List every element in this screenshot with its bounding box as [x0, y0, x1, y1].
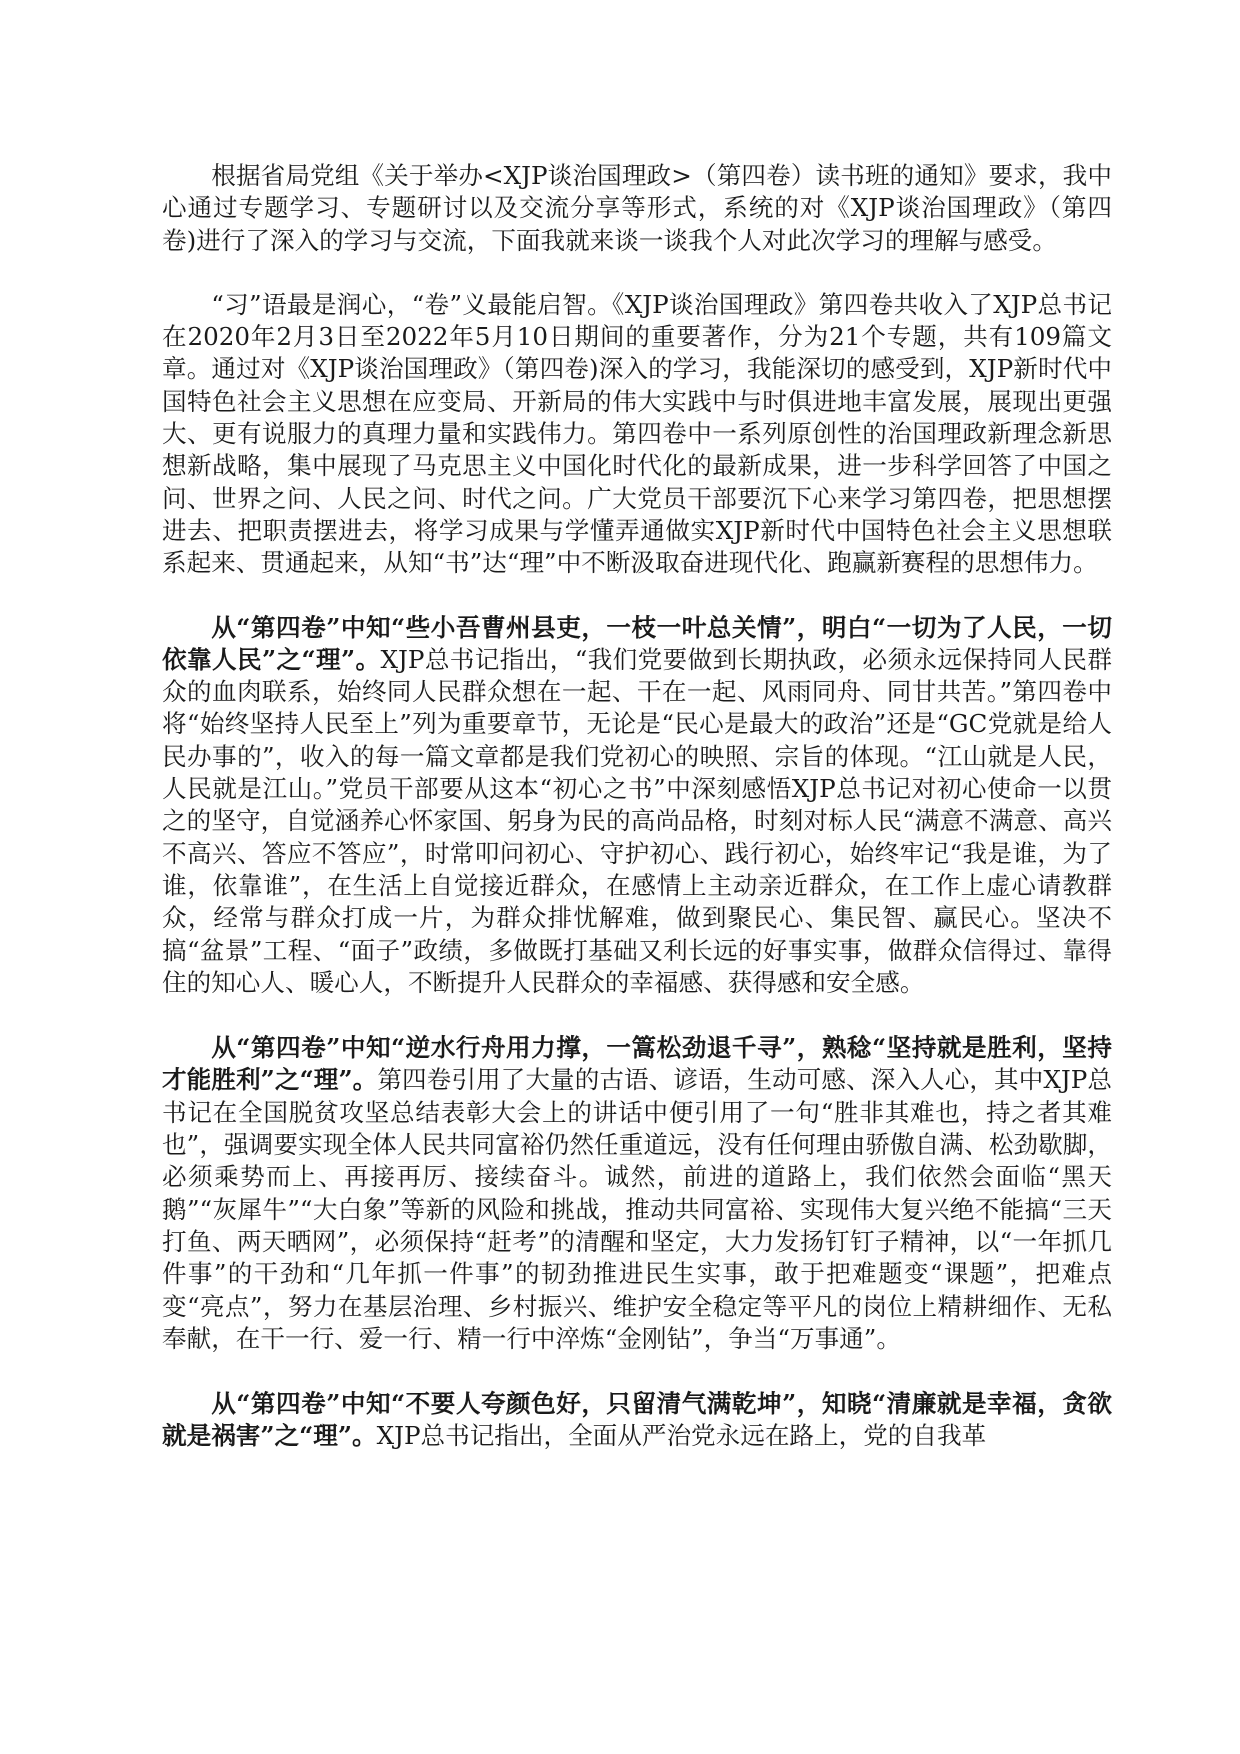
- paragraph-people-first: [162, 612, 1112, 1000]
- paragraph-text: “习”语最是润心，“卷”义最能启智。《XJP谈治国理政》第四卷共收入了XJP总书记在2020年2月3日至2022年5月10日期间的重要著作，分为21个专题，共有109篇文章。通过对《XJP谈治国理政》（第四卷)深入的学习，我能深切的感受到，XJP新时代中国特色社会主义思想在应变局、开新局的伟大实践中与时俱进地丰富发展，展现出更强大、更有说服力的真理力量和实践伟力。第四卷中一系列原创性的治国理政新理念新思想新战略，集中展现了马克思主义中国化时代化的最新成果，进一步科学回答了中国之问、世界之问、人民之问、时代之问。广大党员干部要沉下心来学习第四卷，把思想摆进去、把职责摆进去，将学习成果与学懂弄通做实XJP新时代中国特色社会主义思想联系起来、贯通起来，从知“书”达“理”中不断汲取奋进现代化、跑赢新赛程的思想伟力。: [162, 289, 1112, 578]
- paragraph-lead: 从“第四卷”中知“不要人夸颜色好，只留清气满乾坤”，知晓“清廉就是幸福，贪欲就是祸害”之“理”。: [162, 1389, 1112, 1451]
- paragraph-integrity: [162, 1388, 1112, 1453]
- paragraph-overview: [162, 289, 1112, 580]
- paragraph-persistence: [162, 1032, 1112, 1355]
- paragraph-lead: 从“第四卷”中知“些小吾曹州县吏，一枝一叶总关情”，明白“一切为了人民，一切依靠人民”之“理”。: [162, 612, 1112, 674]
- paragraph-text: 根据省局党组《关于举办<XJP谈治国理政>（第四卷）读书班的通知》要求，我中心通过专题学习、专题研讨以及交流分享等形式，系统的对《XJP谈治国理政》（第四卷)进行了深入的学习与交流，下面我就来谈一谈我个人对此次学习的理解与感受。: [162, 161, 1112, 255]
- paragraph-intro: [162, 160, 1112, 257]
- paragraph-text: 第四卷引用了大量的古语、谚语，生动可感、深入人心，其中XJP总书记在全国脱贫攻坚总结表彰大会上的讲话中便引用了一句“胜非其难也，持之者其难也”，强调要实现全体人民共同富裕仍然任重道远，没有任何理由骄傲自满、松劲歇脚，必须乘势而上、再接再厉、接续奋斗。诚然，前进的道路上，我们依然会面临“黑天鹅”“灰犀牛”“大白象”等新的风险和挑战，推动共同富裕、实现伟大复兴绝不能搞“三天打鱼、两天晒网”，必须保持“赶考”的清醒和坚定，大力发扬钉钉子精神，以“一年抓几件事”的干劲和“几年抓一件事”的韧劲推进民生实事，敢于把难题变“课题”，把难点变“亮点”，努力在基层治理、乡村振兴、维护安全稳定等平凡的岗位上精耕细作、无私奉献，在干一行、爱一行、精一行中淬炼“金刚钻”，争当“万事通”。: [162, 1065, 1112, 1353]
- paragraph-lead: 从“第四卷”中知“逆水行舟用力撑，一篙松劲退千寻”，熟稔“坚持就是胜利，坚持才能胜利”之“理”。: [162, 1033, 1112, 1095]
- paragraph-text: XJP总书记指出，全面从严治党永远在路上，党的自我革: [376, 1421, 987, 1451]
- paragraph-text: XJP总书记指出，“我们党要做到长期执政，必须永远保持同人民群众的血肉联系，始终同人民群众想在一起、干在一起、风雨同舟、同甘共苦。”第四卷中将“始终坚持人民至上”列为重要章节，无论是“民心是最大的政治”还是“GC党就是给人民办事的”，收入的每一篇文章都是我们党初心的映照、宗旨的体现。“江山就是人民，人民就是江山。”党员干部要从这本“初心之书”中深刻感悟XJP总书记对初心使命一以贯之的坚守，自觉涵养心怀家国、躬身为民的高尚品格，时刻对标人民“满意不满意、高兴不高兴、答应不答应”，时常叩问初心、守护初心、践行初心，始终牢记“我是谁，为了谁，依靠谁”，在生活上自觉接近群众，在感情上主动亲近群众，在工作上虚心请教群众，经常与群众打成一片，为群众排忧解难，做到聚民心、集民智、赢民心。坚决不搞“盆景”工程、“面子”政绩，多做既打基础又利长远的好事实事，做群众信得过、靠得住的知心人、暖心人，不断提升人民群众的幸福感、获得感和安全感。: [162, 644, 1112, 997]
- document-page: [162, 160, 1112, 1486]
